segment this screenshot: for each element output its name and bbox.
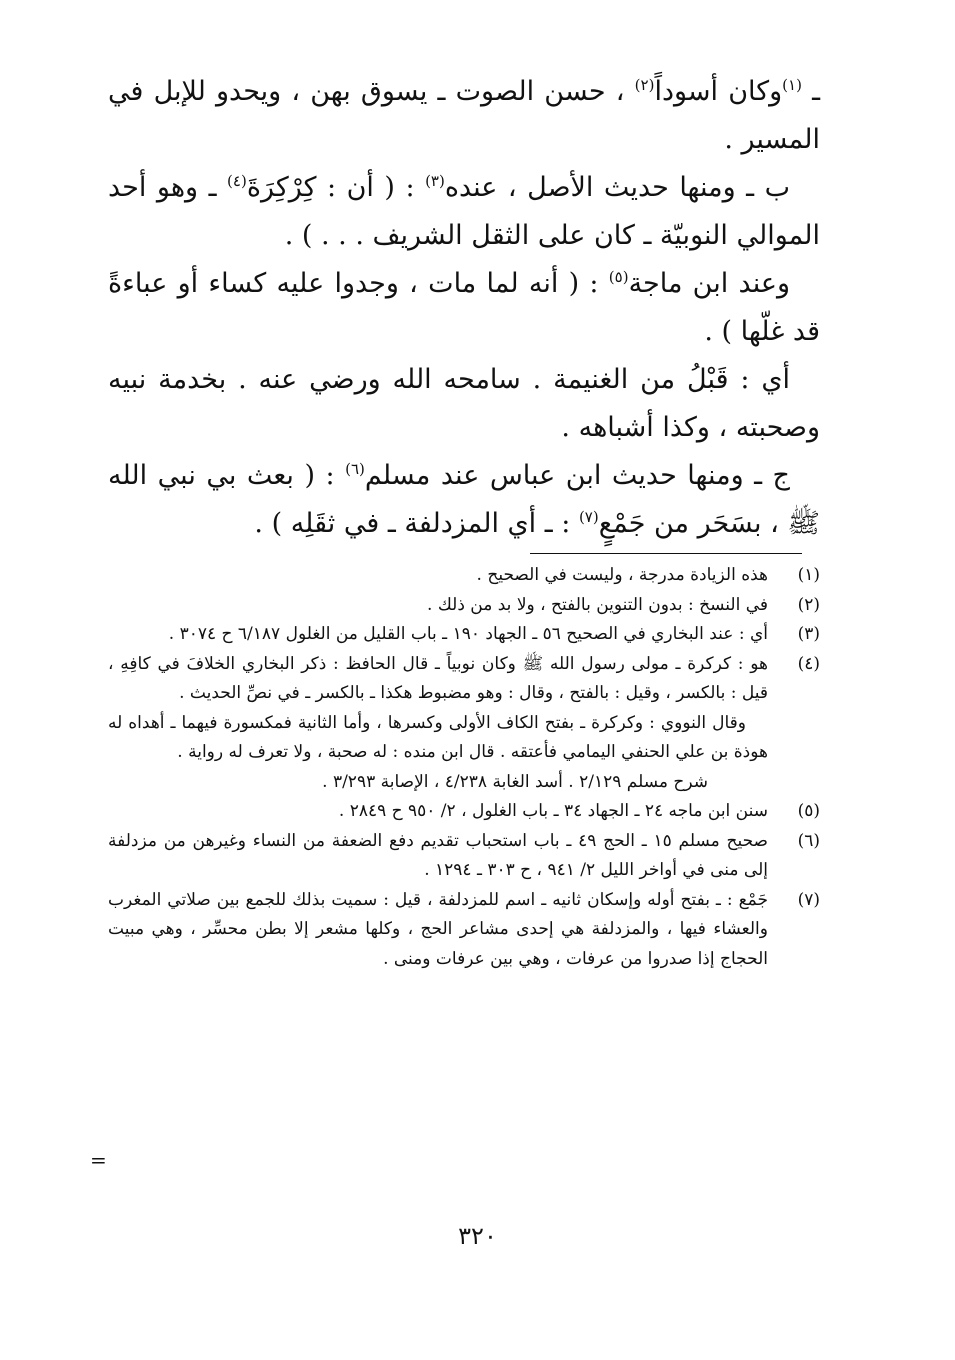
footnote-number: (٥) [797,801,820,821]
footnote-text: وقال النووي : وكركرة ـ بفتح الكاف الأولى وكسرها ، وأما الثانية فمكسورة فيهما ـ أهداه له هوذة بن علي الحنفي اليمامي فأعتقه . قال ابن منده : له صحبة ، ولا تعرف له رواية . [108,712,768,762]
footnote-3 [108,620,820,650]
footnote-ref-1[interactable]: (١) [782,76,802,94]
footnote-5 [108,797,820,827]
footnote-citation: شرح مسلم ٢/١٢٩ . أسد الغابة ٤/٢٣٨ ، الإصابة ٣/٢٩٣ . [322,771,708,792]
paragraph-2: ب ـ ومنها حديث الأصل ، عنده$^{(٣)}$ : ( أن : كِرْكِرَةَ$^{(٤)}$ ـ وهو أحد الموالي النوبيّة ـ كان على الثقل الشريف . . . ) . [108,172,820,251]
footnote-number: (٦) [797,830,820,851]
footnote-number: (١) [797,565,820,585]
paragraph-3: وعند ابن ماجة$^{(٥)}$ : ( أنه لما مات ، وجدوا عليه كساء أو عباءةً قد غلّها ) . [108,268,820,347]
footnotes [108,561,820,974]
footnote-number: (٤) [797,653,820,674]
footnote-ref-5[interactable]: (٥) [608,268,629,286]
footnote-separator [530,553,802,554]
footnote-text: جَمْع : ـ بفتح أوله وإسكان ثانيه ـ اسم للمزدلفة ، قيل : سميت بذلك للجمع بين صلاتي المغرب والعشاء فيها ، والمزدلفة هي إحدى مشاعر الحج ، وكلها مشعر إلا بطن محسِّر ، وهي مبيت الحجاج إذا صدروا من عرفات ، وهي بين عرفات ومنى . [108,889,768,969]
paragraph-4: أي : قَبْلُ من الغنيمة . سامحه الله ورضي عنه . بخدمة نبيه وصحبته ، وكذا أشباهه . [108,364,820,443]
footnote-ref-7[interactable]: (٧) [578,508,599,526]
page-number: ٣٢٠ [458,1222,497,1250]
main-text [108,68,820,548]
footnote-ref-6[interactable]: (٦) [345,460,365,478]
continuation-mark: = [90,1148,107,1172]
footnote-2 [108,591,820,621]
footnote-number: (٣) [797,624,820,644]
footnote-text: هو : كركرة ـ مولى رسول الله ﷺ وكان نوبياً ـ قال الحافظ : ذكر البخاري الخلافَ في كافِهِ ، قيل : بالكسر ، وقيل : بالفتح ، وقال : وهو مضبوط هكذا ـ بالكسر ـ في نصِّ الحديث . [108,653,768,703]
footnote-text: هذه الزيادة مدرجة ، وليست في الصحيح . [476,565,768,585]
footnote-text: أي : عند البخاري في الصحيح ٥٦ ـ الجهاد ١٩٠ ـ باب القليل من الغلول ٦/١٨٧ ح ٣٠٧٤ . [168,624,768,644]
footnote-6 [108,827,820,886]
footnote-text: في النسخ : بدون التنوين بالفتح ، ولا بد من ذلك . [427,594,768,615]
footnote-number: (٢) [797,594,820,615]
footnote-ref-3[interactable]: (٣) [425,172,445,190]
footnote-number: (٧) [797,889,820,910]
footnote-ref-4[interactable]: (٤) [227,172,247,190]
paragraph-1: ـ $^{(١)}$وكان أسوداً$^{(٢)}$ ، حسن الصوت ـ يسوق بهن ، ويحدو للإبل في المسير . [108,76,820,155]
footnote-ref-2[interactable]: (٢) [634,76,655,94]
footnote-text: سنن ابن ماجه ٢٤ ـ الجهاد ٣٤ ـ باب الغلول ، ٢/ ٩٥٠ ح ٢٨٤٩ . [338,801,768,821]
paragraph-5: ج ـ ومنها حديث ابن عباس عند مسلم$^{(٦)}$ : ( بعث بي نبي الله ﷺ ، بسَحَر من جَمْعٍ$^{(٧)}$ : ـ أي المزدلفة ـ في ثقَلِه ) . [108,460,820,539]
footnote-7 [108,886,820,975]
footnote-text: صحيح مسلم ١٥ ـ الحج ٤٩ ـ باب استحباب تقديم دفع الضعفة من النساء وغيرهن من مزدلفة إلى منى في أواخر الليل ٢/ ٩٤١ ، ح ٣٠٣ ـ ١٢٩٤ . [108,830,768,880]
footnote-1 [108,561,820,591]
footnote-4 [108,650,820,798]
